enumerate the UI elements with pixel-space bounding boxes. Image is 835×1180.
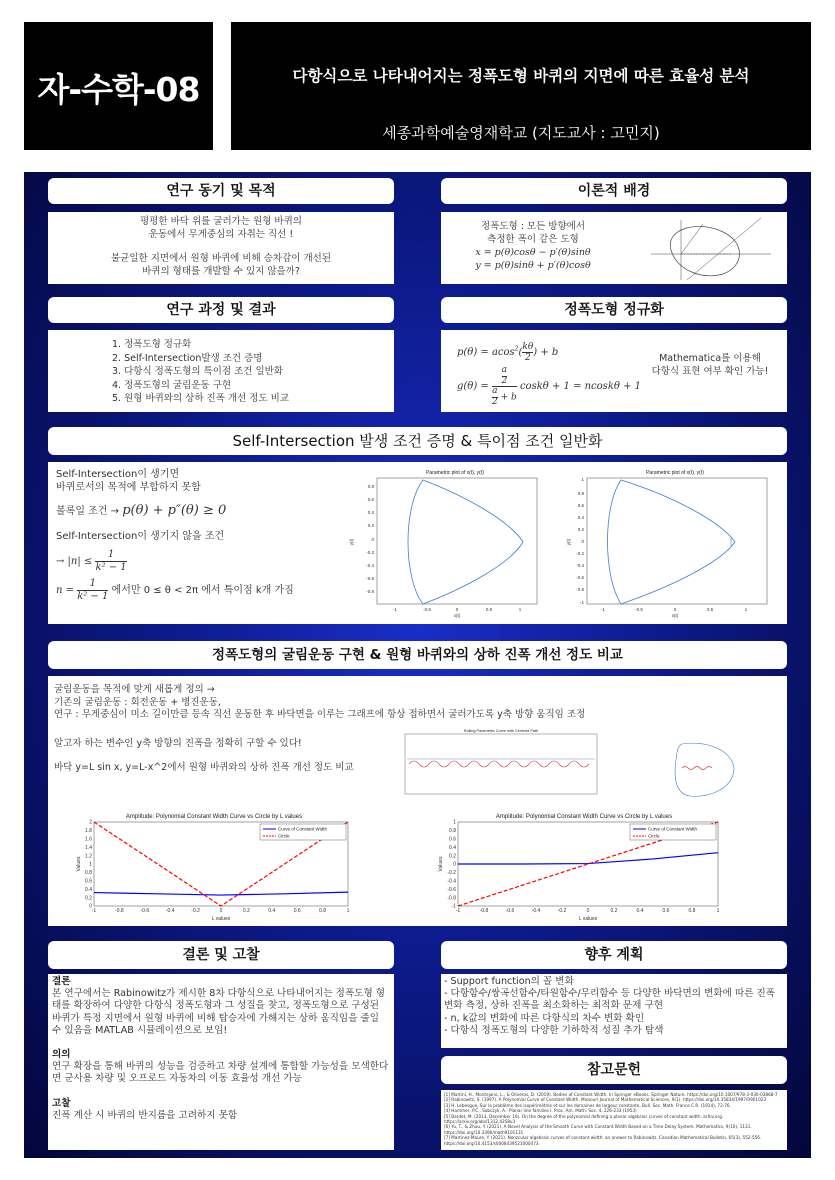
frac-num: 1 bbox=[95, 549, 126, 562]
x-tick-label: -0.8 bbox=[115, 908, 124, 914]
reference-item: [2] Rabinowitz, S. (1997). A Polynomial Curve of Constant Width. Missouri Journal of Mathematical Sciences, 9(1). https://doi.org/10.35834/1997/0901023 bbox=[444, 1097, 767, 1103]
process-heading: 연구 과정 및 결과 bbox=[48, 297, 394, 323]
x-tick-label: 0.2 bbox=[610, 908, 618, 914]
conclusion-heading: 결론 및 고찰 bbox=[48, 941, 394, 969]
x-tick-label: 1 bbox=[346, 908, 350, 914]
process-item: 4. 정폭도형의 굴림운동 구현 bbox=[112, 379, 232, 391]
poster-title: 다항식으로 나타내어지는 정폭도형 바퀴의 지면에 따른 효율성 분석 bbox=[292, 67, 750, 85]
svg-text:-0.5: -0.5 bbox=[423, 607, 431, 612]
theory-heading: 이론적 배경 bbox=[441, 178, 787, 204]
svg-text:-0.6: -0.6 bbox=[576, 575, 584, 580]
x-tick-label: -0.6 bbox=[140, 908, 150, 914]
theory-line: 측정한 폭이 같은 도형 bbox=[487, 234, 579, 245]
plot-ylabel: y(t) bbox=[566, 538, 571, 546]
singular-text: 에서만 0 ≤ θ < 2π 에서 특이점 k개 가짐 bbox=[111, 585, 294, 596]
chart-legend bbox=[260, 824, 346, 840]
future-box bbox=[441, 974, 787, 1048]
plot-title: Parametric plot of x(t), y(t) bbox=[426, 470, 484, 476]
chart-ylabel: Values bbox=[438, 856, 444, 872]
chart-title: Amplitude: Polynomial Constant Width Curve vs Circle by L values bbox=[495, 814, 673, 820]
support-function-diagram bbox=[641, 214, 781, 282]
future-heading: 향후 계획 bbox=[441, 941, 787, 969]
svg-text:-0.8: -0.8 bbox=[576, 587, 584, 592]
y-tick-label: 1.4 bbox=[85, 844, 92, 851]
references-box bbox=[441, 1090, 787, 1150]
x-tick-label: -1 bbox=[455, 908, 461, 914]
svg-text:0: 0 bbox=[673, 607, 677, 612]
conclusion-p1: 본 연구에서는 Rabinowitz가 제시한 8차 다항식으로 나타내어지는 정폭도형 형태를 확장하여 다양한 다항식 정폭도형과 그 성질을 찾고, 정폭도형으로 구성된 바퀴가 특정 지면에서 원형 바퀴에 비해 탑승자에 가해지는 상하 움직임을 줄일 수 있음을 MATLAB 시뮬레이션으로 보임! bbox=[52, 988, 386, 1036]
svg-text:0: 0 bbox=[455, 607, 459, 612]
selfint-heading: Self-Intersection 발생 조건 증명 & 특이점 조건 일반화 bbox=[48, 427, 787, 455]
future-item: - 다항함수/쌍곡선함수/타원함수/무리함수 등 다양한 바닥면의 변화에 따른 진폭 변화 측정, 상하 진폭을 최소화하는 최적화 문제 구현 bbox=[444, 988, 776, 1012]
theory-eq: x = p(θ)cosθ − p′(θ)sinθ bbox=[475, 247, 591, 258]
conclusion-h3: 고찰 bbox=[52, 1097, 71, 1109]
svg-text:0.6: 0.6 bbox=[367, 497, 374, 502]
svg-text:0.5: 0.5 bbox=[485, 607, 493, 612]
x-tick-label: -0.8 bbox=[479, 908, 489, 914]
plot-xlabel: x(t) bbox=[453, 613, 461, 618]
process-item: 3. 다항식 정폭도형의 특이점 조건 일반화 bbox=[112, 366, 283, 377]
title-box bbox=[231, 22, 811, 150]
selfint-text: 바퀴로서의 목적에 부합하지 못함 bbox=[56, 482, 201, 493]
x-tick-label: 0.8 bbox=[688, 908, 696, 914]
y-tick-label: 2 bbox=[89, 819, 92, 826]
svg-text:-0.8: -0.8 bbox=[366, 589, 374, 594]
svg-text:0.4: 0.4 bbox=[577, 515, 584, 520]
chart-ylabel: Values bbox=[76, 856, 82, 872]
future-item: - 다항식 정폭도형의 다양한 기하학적 성질 추가 탐색 bbox=[444, 1024, 664, 1036]
reference-item: [7] Martinez-Maure, Y. (2021). Nonzcular algebraic curves of constant width: an answer to Rabinowitz. Canadian Mathematical Bulletin, 65(3), 552-556. https://doi.org/10.4153/s0008439521000473 bbox=[444, 1135, 762, 1146]
amplitude-chart-2 bbox=[424, 808, 720, 922]
x-tick-label: 0.8 bbox=[319, 908, 327, 914]
rolling-curve-plot bbox=[393, 726, 603, 802]
plot-ylabel: y(t) bbox=[349, 538, 354, 546]
x-tick-label: 0.6 bbox=[293, 908, 301, 914]
svg-text:1: 1 bbox=[744, 607, 748, 612]
y-tick-label: 0.6 bbox=[449, 836, 456, 843]
process-item: 2. Self-Intersection발생 조건 증명 bbox=[112, 352, 263, 364]
selfint-text: Self-Intersection이 생기면 bbox=[56, 469, 180, 480]
y-tick-label: 1.2 bbox=[85, 853, 92, 860]
school-name: 세종과학예술영재학교 (지도교사 : 고민지) bbox=[382, 124, 660, 142]
x-tick-label: -0.4 bbox=[165, 908, 175, 914]
selfint-cond: → |n| ≤ bbox=[56, 556, 93, 567]
x-tick-label: -0.2 bbox=[191, 908, 200, 914]
plot-xlabel: x(t) bbox=[671, 613, 679, 618]
normalize-eq2: g(θ) = $\frac{a}{2}$ $\frac{a}{2}$ + b coskθ + 1 = ncoskθ + 1 bbox=[457, 365, 641, 407]
rolling-plot-title: Rolling Parametric Curve with Centroid Path bbox=[463, 729, 539, 733]
legend-label: Curve of Constant Width bbox=[278, 826, 328, 832]
y-tick-label: 0 bbox=[89, 903, 92, 910]
y-tick-label: 0.4 bbox=[85, 886, 92, 893]
motivation-line: 운동에서 무게중심의 자취는 직선 ! bbox=[148, 229, 294, 240]
y-tick-label: -0.4 bbox=[447, 878, 456, 885]
process-box bbox=[48, 330, 394, 412]
code-box bbox=[24, 22, 213, 150]
chart-legend bbox=[630, 824, 716, 840]
chart-xlabel: L values bbox=[578, 916, 598, 922]
rolling-text: 기존의 굴림운동 : 회전운동 + 병진운동, bbox=[54, 696, 221, 708]
x-tick-label: 0.4 bbox=[268, 908, 276, 914]
svg-text:0: 0 bbox=[371, 537, 374, 542]
svg-text:0.2: 0.2 bbox=[577, 527, 584, 532]
y-tick-label: 1.8 bbox=[85, 828, 92, 835]
svg-text:-0.6: -0.6 bbox=[366, 576, 374, 581]
y-tick-label: -0.2 bbox=[447, 870, 456, 877]
normalize-box bbox=[441, 330, 787, 412]
process-item: 5. 원형 바퀴와의 상하 진폭 개선 정도 비교 bbox=[112, 393, 290, 404]
chart-xlabel: L values bbox=[211, 916, 231, 922]
reference-item: [3] H. Lebesgue, Sur le problème des isopérimètres et sur les domaines de largeur constante, Bull. Soc. Math. France C.R. (1914), 72-76. bbox=[444, 1102, 731, 1108]
future-item: - n, k값의 변화에 따른 다항식의 차수 변화 확인 bbox=[444, 1012, 645, 1024]
y-tick-label: 0.8 bbox=[85, 870, 92, 877]
x-tick-label: 0 bbox=[219, 908, 223, 914]
chart-title: Amplitude: Polynomial Constant Width Curve vs Circle by L values bbox=[125, 814, 303, 820]
theory-eq: y = p(θ)sinθ + p′(θ)cosθ bbox=[475, 260, 591, 271]
svg-text:1: 1 bbox=[518, 607, 522, 612]
selfint-text: 볼록일 조건 → bbox=[56, 506, 120, 517]
svg-text:-1: -1 bbox=[579, 600, 584, 605]
x-tick-label: 0.6 bbox=[662, 908, 670, 914]
y-tick-label: 0.2 bbox=[449, 853, 456, 860]
rolling-text: 연구 : 무게중심이 미소 길이만큼 등속 직선 운동한 후 바닥면을 이루는 그래프에 항상 접하면서 굴러가도록 y축 방향 움직임 조정 bbox=[54, 709, 586, 720]
normalize-note: Mathematica를 이용해 bbox=[659, 353, 761, 364]
x-tick-label: -0.4 bbox=[531, 908, 541, 914]
conclusion-h1: 결론 bbox=[52, 976, 71, 987]
y-tick-label: 0 bbox=[453, 861, 456, 868]
reference-item: [6] Yu, T., & Zhou, Y. (2021). A Novel Analysis of the Smooth Curve with Constant Width Based on a Time Delay System. Mathematics, 9(10), 1131. https://doi.org/10.3390/math9101131 bbox=[444, 1124, 752, 1135]
parametric-plot-2 bbox=[563, 466, 781, 618]
svg-text:-0.5: -0.5 bbox=[635, 607, 643, 612]
rolling-heading: 정폭도형의 굴림운동 구현 & 원형 바퀴와의 상하 진폭 개선 정도 비교 bbox=[48, 641, 787, 669]
svg-text:-0.4: -0.4 bbox=[366, 563, 374, 568]
motivation-line: 바퀴의 형태를 개발할 수 있지 않을까? bbox=[142, 266, 300, 277]
reference-item: [1] Martini, H., Montejano, L., & Oliveros, D. (2019). Bodies of Constant Width. In Springer eBooks. Springer Nature. https://doi.org/10.1007/978-3-030-03868-7 bbox=[444, 1092, 778, 1097]
x-tick-label: -0.6 bbox=[505, 908, 515, 914]
svg-text:1: 1 bbox=[581, 477, 584, 482]
theory-line: 정폭도형 : 모든 방향에서 bbox=[480, 221, 586, 232]
process-item: 1. 정폭도형 정규화 bbox=[112, 339, 192, 350]
svg-text:-0.2: -0.2 bbox=[366, 550, 374, 555]
future-item: - Support function의 꼴 변화 bbox=[444, 976, 574, 987]
rolling-wheel-diagram bbox=[620, 734, 770, 802]
y-tick-label: 0.8 bbox=[449, 828, 456, 835]
conclusion-h2: 의의 bbox=[52, 1049, 71, 1061]
svg-text:0.4: 0.4 bbox=[367, 510, 374, 515]
x-tick-label: 1 bbox=[716, 908, 720, 914]
svg-text:-0.4: -0.4 bbox=[576, 563, 584, 568]
convexity-eq: p(θ) + p″(θ) ≥ 0 bbox=[122, 503, 227, 518]
y-tick-label: -1 bbox=[451, 903, 456, 910]
frac-num: 1 bbox=[77, 578, 108, 591]
selfint-text: Self-Intersection이 생기지 않을 조건 bbox=[56, 531, 225, 542]
svg-text:0.5: 0.5 bbox=[706, 607, 714, 612]
normalize-eq1: p(θ) = acos$^2$( $\frac{k\theta}{2}$ ) + b bbox=[457, 342, 559, 363]
y-tick-label: -0.8 bbox=[447, 895, 456, 902]
conclusion-p2: 연구 확장을 통해 바퀴의 성능을 검증하고 차량 설계에 통합할 가능성을 모색한다면 군사용 차량 및 오프로드 자동차의 이동 효율성 개선 가능 bbox=[52, 1061, 389, 1085]
normalize-heading: 정폭도형 정규화 bbox=[441, 297, 787, 323]
y-tick-label: 1 bbox=[453, 819, 456, 826]
svg-text:-0.2: -0.2 bbox=[576, 551, 584, 556]
x-tick-label: -1 bbox=[91, 908, 97, 914]
conclusion-box bbox=[48, 974, 394, 1150]
rolling-text: 바닥 y=L sin x, y=L-x^2에서 원형 바퀴와의 상하 진폭 개선 정도 비교 bbox=[54, 762, 354, 773]
normalize-note: 다항식 표현 여부 확인 가능! bbox=[651, 366, 769, 377]
reference-item: [5] Bardet, M. (2013, December 16). On the degree of the polynomial defining a planar algebraic curves of constant width. arXiv.org. https://arxiv.org/abs/1312.4358v3 bbox=[444, 1113, 724, 1125]
parametric-plot-1 bbox=[345, 466, 555, 618]
motivation-line: 불균일한 지면에서 원형 바퀴에 비해 승차감이 개선된 bbox=[110, 253, 331, 264]
svg-text:0.2: 0.2 bbox=[367, 523, 374, 528]
y-tick-label: 0.4 bbox=[449, 844, 456, 851]
theory-box bbox=[441, 212, 787, 284]
svg-text:0.8: 0.8 bbox=[577, 491, 584, 496]
motivation-box bbox=[48, 212, 394, 284]
svg-text:-1: -1 bbox=[392, 607, 398, 612]
conclusion-p3: 진폭 계산 시 바퀴의 반지름을 고려하지 못함 bbox=[52, 1109, 238, 1121]
y-tick-label: 0.2 bbox=[85, 895, 92, 902]
svg-text:-1: -1 bbox=[600, 607, 606, 612]
legend-label: Curve of Constant Width bbox=[648, 826, 698, 832]
rolling-text: 굴림운동을 목적에 맞게 새롭게 정의 → bbox=[54, 684, 215, 695]
y-tick-label: -0.6 bbox=[447, 886, 456, 893]
svg-text:0.8: 0.8 bbox=[367, 484, 374, 489]
n-eq: n = bbox=[56, 585, 74, 596]
frac-den: k² − 1 bbox=[77, 591, 109, 602]
motivation-line: 평평한 바닥 위를 굴러가는 원형 바퀴의 bbox=[140, 216, 302, 227]
svg-text:0.6: 0.6 bbox=[577, 503, 584, 508]
amplitude-chart-1 bbox=[64, 808, 354, 922]
x-tick-label: -0.2 bbox=[557, 908, 567, 914]
x-tick-label: 0.2 bbox=[242, 908, 250, 914]
y-tick-label: 1 bbox=[89, 861, 92, 868]
motivation-heading: 연구 동기 및 목적 bbox=[48, 178, 394, 204]
poster-code: 자-수학-08 bbox=[37, 70, 200, 109]
rolling-text: 알고자 하는 변수인 y축 방향의 진폭을 정확히 구할 수 있다! bbox=[54, 737, 302, 749]
references-heading: 참고문헌 bbox=[441, 1056, 787, 1084]
x-tick-label: 0.4 bbox=[636, 908, 644, 914]
reference-item: [4] Hammer, P.C., Sobczyk, A.: Planar line families I. Proc. Am. Math. Soc. 4, 226-233 (1953) bbox=[444, 1108, 637, 1114]
y-tick-label: 0.6 bbox=[85, 878, 92, 885]
svg-text:0: 0 bbox=[581, 539, 584, 544]
plot-title: Parametric plot of x(t), y(t) bbox=[646, 470, 704, 476]
x-tick-label: 0 bbox=[586, 908, 590, 914]
legend-label: Circle bbox=[278, 833, 290, 839]
frac-den: k² − 1 bbox=[95, 562, 127, 573]
y-tick-label: 1.6 bbox=[85, 836, 92, 843]
legend-label: Circle bbox=[648, 833, 660, 839]
